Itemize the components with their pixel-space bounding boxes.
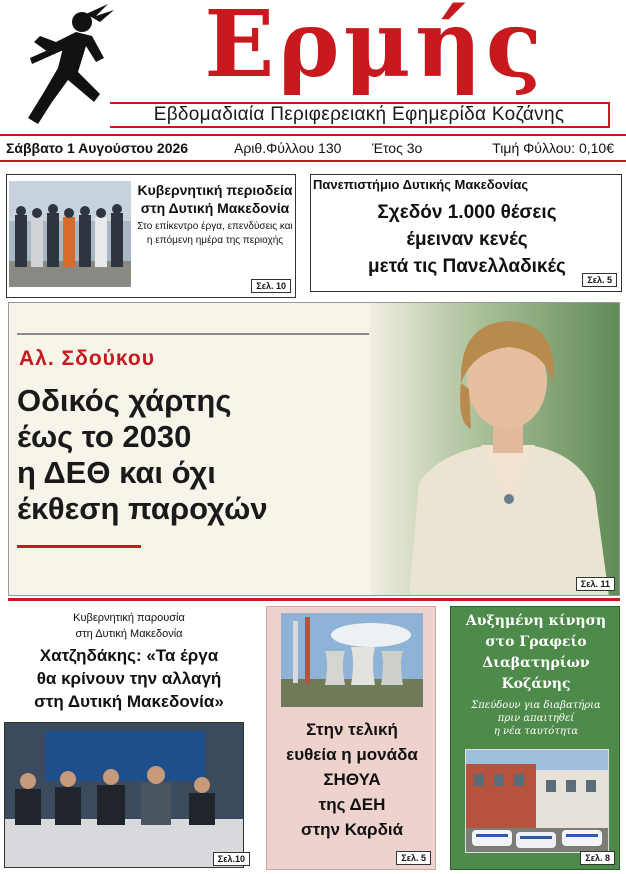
story-headline: Αυξημένη κίνηση στο Γραφείο Διαβατηρίων Κοζάνης	[465, 613, 607, 692]
power-plant-photo	[281, 613, 423, 707]
divider	[17, 333, 375, 335]
page-reference: Σελ. 5	[396, 851, 431, 865]
page-reference: Σελ. 5	[582, 273, 617, 287]
page-reference: Σελ. 8	[580, 851, 615, 865]
issue-number: Αριθ.Φύλλου 130	[234, 140, 342, 156]
story-kicker: Πανεπιστήμιο Δυτικής Μακεδονίας	[313, 177, 529, 192]
story-headline: Οδικός χάρτης έως το 2030 η ΔΕΘ και όχι έκθεση παροχών	[17, 383, 268, 526]
portrait-photo	[369, 303, 620, 596]
page-reference: Σελ. 10	[251, 279, 291, 293]
page-reference: Σελ. 11	[576, 577, 615, 591]
group-photo	[9, 181, 131, 287]
section-divider	[8, 598, 620, 601]
issue-year: Έτος 3ο	[372, 140, 423, 156]
tagline: Εβδομαδιαία Περιφερειακή Εφημερίδα Κοζάνης	[110, 102, 610, 128]
story-hatzidakis[interactable]	[4, 606, 254, 870]
page-reference: Σελ.10	[213, 852, 250, 866]
issue-info-bar	[0, 134, 626, 162]
story-headline: Χατζηδάκης: «Τα έργα θα κρίνουν την αλλαγή στη Δυτική Μακεδονία»	[34, 646, 224, 711]
story-headline: Σχεδόν 1.000 θέσεις έμειναν κενές μετά τις Πανελλαδικές	[368, 202, 566, 277]
story-summary: Στο επίκεντρο έργα, επενδύσεις και η επόμενη ημέρα της περιοχής	[137, 221, 293, 246]
meeting-photo	[4, 722, 244, 868]
story-summary: Σπεύδουν για διαβατήρια πριν απαιτηθεί η νέα ταυτότητα	[471, 700, 601, 737]
issue-price: Τιμή Φύλλου: 0,10€	[492, 140, 614, 156]
story-kicker: Κυβερνητική παρουσία στη Δυτική Μακεδονία	[73, 612, 185, 640]
story-university[interactable]	[310, 174, 622, 292]
police-station-photo	[465, 749, 609, 853]
issue-date: Σάββατο 1 Αυγούστου 2026	[6, 140, 189, 156]
story-government-tour[interactable]	[6, 174, 296, 298]
masthead	[0, 0, 626, 132]
newspaper-logo: Ερμής	[204, 0, 546, 98]
story-passports[interactable]	[450, 606, 620, 870]
accent-bar	[17, 545, 141, 548]
lead-story[interactable]	[8, 302, 620, 596]
story-kicker: Αλ. Σδούκου	[19, 347, 155, 370]
story-headline: Στην τελική ευθεία η μονάδα ΣΗΘΥΑ της ΔΕΗ στην Καρδιά	[286, 720, 418, 839]
story-headline: Κυβερνητική περιοδεία στη Δυτική Μακεδονία	[137, 182, 293, 216]
story-power-plant[interactable]	[266, 606, 436, 870]
